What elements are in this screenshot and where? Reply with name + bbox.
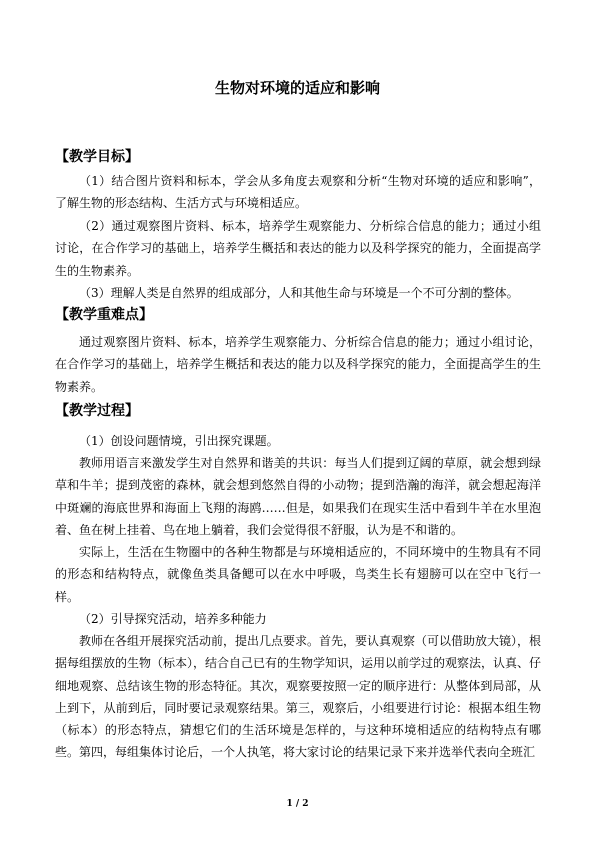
paragraph: 实际上，生活在生物圈中的各种生物都是与环境相适应的，不同环境中的生物具有不同的形态和结构特点，就像鱼类具备鳃可以在水中呼吸，鸟类生长有翅膀可以在空中飞行一样。 xyxy=(55,545,541,604)
paragraph: （2）通过观察图片资料、标本，培养学生观察能力、分析综合信息的能力；通过小组讨论，在合作学习的基础上，培养学生概括和表达的能力以及科学探究的能力，全面提高学生的生物素养。 xyxy=(55,219,541,278)
paragraph: （1）结合图片资料和标本，学会从多角度去观察和分析“生物对环境的适应和影响”，了解生物的形态结构、生活方式与环境相适应。 xyxy=(55,174,541,211)
paragraph: 通过观察图片资料、标本，培养学生观察能力、分析综合信息的能力；通过小组讨论，在合作学习的基础上，培养学生概括和表达的能力以及科学探究的能力，全面提高学生的生物素养。 xyxy=(55,335,541,394)
document-title: 生物对环境的适应和影响 xyxy=(214,79,380,97)
paragraph: （2）引导探究活动，培养多种能力 xyxy=(79,612,267,626)
section-heading-process: 【教学过程】 xyxy=(55,403,139,419)
section-heading-objectives: 【教学目标】 xyxy=(55,149,139,165)
paragraph: 教师用语言来激发学生对自然界和谐美的共识：每当人们提到辽阔的草原，就会想到绿草和牛羊；提到茂密的森林，就会想到悠然自得的小动物；提到浩瀚的海洋，就会想起海洋中斑斓的海底世界和海面上飞翔的海鸥……但是，如果我们在现实生活中看到牛羊在水里泡着、鱼在树上挂着、鸟在地上躺着，我们会觉得很不舒服，认为是不和谐的。 xyxy=(55,456,541,537)
section-heading-key-points: 【教学重难点】 xyxy=(55,307,153,323)
paragraph: （1）创设问题情境，引出探究课题。 xyxy=(79,434,279,448)
paragraph: 教师在各组开展探究活动前，提出几点要求。首先，要认真观察（可以借助放大镜），根据每组摆放的生物（标本），结合自己已有的生物学知识，运用以前学过的观察法，认真、仔细地观察、总结该生物的形态特征。其次，观察要按照一定的顺序进行：从整体到局部，从上到下，从前到后，同时要记录观察结果。第三，观察后，小组要进行讨论：根据本组生物（标本）的形态特点，猜想它们的生活环境是怎样的，与这种环境相适应的结构特点有哪些。第四，每组集体讨论后，一个人执笔，将大家讨论的结果记录下来并选举代表向全班汇 xyxy=(55,634,542,760)
paragraph: （3）理解人类是自然界的组成部分，人和其他生命与环境是一个不可分割的整体。 xyxy=(79,286,519,300)
page-number: 1 / 2 xyxy=(286,799,309,809)
